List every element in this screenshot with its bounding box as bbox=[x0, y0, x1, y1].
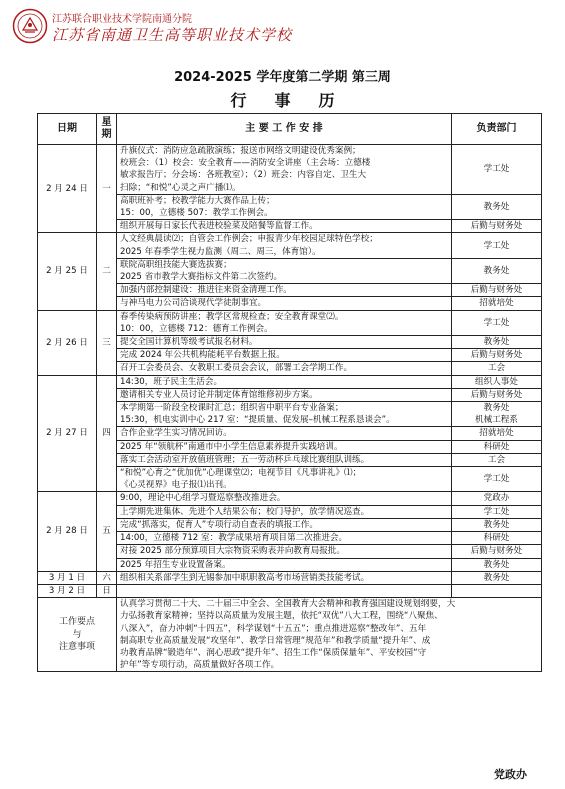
task-cell bbox=[117, 310, 452, 335]
date-cell: 2 月 26 日 bbox=[38, 310, 97, 375]
weekday-cell: 六 bbox=[97, 571, 117, 584]
task-line: 2025 年春季学生视力监测（周二、周三，体育馆）。 bbox=[120, 246, 321, 257]
task-line: 升旗仪式：消防应急疏散演练；报送市网络文明建设优秀案例； bbox=[120, 146, 361, 156]
task-cell bbox=[117, 297, 452, 310]
dept-name: 教务处 bbox=[483, 559, 510, 570]
notes-label bbox=[38, 598, 117, 672]
page-title: 2024-2025 学年度第二学期 第三周 bbox=[174, 70, 391, 85]
task-line: 对接 2025 部分预算项目大宗物资采购表并向教育局报批。 bbox=[120, 546, 345, 557]
task-line: 14:30，班子民主生活会。 bbox=[120, 376, 223, 387]
dept-name: 工会 bbox=[487, 363, 506, 374]
dept-name: 学工处 bbox=[483, 240, 510, 251]
task-line: 《心灵视界》电子报⑴出刊。 bbox=[120, 480, 232, 491]
dept-name: 后勤与财务处 bbox=[470, 285, 523, 296]
task-cell bbox=[117, 284, 452, 297]
org-name-line1: 江苏联合职业技术学院南通分院 bbox=[52, 14, 192, 25]
date-cell: 2 月 27 日 bbox=[38, 375, 97, 492]
dept-name: 组织人事处 bbox=[475, 376, 518, 387]
notes-label-line: 工作要点 bbox=[58, 617, 95, 628]
dept-cell bbox=[452, 427, 542, 440]
task-line: 联院高职组技能大赛选拔赛； bbox=[120, 259, 232, 270]
table-header-row bbox=[38, 114, 542, 145]
dept-cell bbox=[452, 518, 542, 531]
header-date: 日期 bbox=[38, 114, 97, 145]
weekday-cell: 三 bbox=[97, 310, 117, 375]
page-subtitle bbox=[0, 88, 565, 111]
notes-label-line: 注意事项 bbox=[58, 641, 95, 652]
dept-name: 教务处 bbox=[483, 403, 510, 414]
subtitle-char: 行 bbox=[230, 91, 247, 110]
signature: 党政办 bbox=[494, 768, 527, 781]
task-cell bbox=[117, 571, 452, 584]
table-row bbox=[38, 233, 542, 258]
notes-line: 护年”等专项行动，高质量做好各项工作。 bbox=[120, 660, 280, 671]
task-line: 15：00，立德楼 507：教学工作例会。 bbox=[120, 208, 273, 219]
task-line: 完成“抓落实，促育人”专项行动自查表的填报工作。 bbox=[120, 519, 318, 530]
weekday-cell: 五 bbox=[97, 492, 117, 571]
dept-name: 教务处 bbox=[483, 201, 510, 212]
task-line: 邀请相关专业人员讨论并制定体育馆维修初步方案。 bbox=[120, 389, 318, 400]
org-name-line2: 江苏省南通卫生高等职业技术学校 bbox=[52, 26, 293, 44]
dept-name: 党政办 bbox=[483, 493, 510, 504]
task-line: 校班会：（1）校会：安全教育——消防安全讲座（主会场：立德楼 bbox=[120, 158, 371, 169]
table-row bbox=[38, 571, 542, 584]
dept-cell bbox=[452, 453, 542, 466]
dept-name: 教务处 bbox=[483, 337, 510, 348]
task-cell bbox=[117, 545, 452, 558]
task-line: 提交全国计算机等级考试报名材料。 bbox=[120, 337, 258, 348]
task-cell bbox=[117, 505, 452, 518]
dept-cell bbox=[452, 440, 542, 453]
task-line: 春季传染病预防讲座；教学区常规检查；安全教育课堂⑵。 bbox=[120, 311, 344, 322]
dept-name: 招就培处 bbox=[479, 428, 514, 439]
schedule-body bbox=[38, 145, 542, 598]
task-line: 与神马电力公司洽谈现代学徒制事宜。 bbox=[120, 298, 267, 309]
dept-cell bbox=[452, 284, 542, 297]
task-cell bbox=[117, 584, 452, 597]
dept-name: 后勤与财务处 bbox=[470, 546, 523, 557]
task-cell bbox=[117, 194, 452, 219]
schedule-table bbox=[37, 113, 542, 672]
task-cell bbox=[117, 427, 452, 440]
task-cell bbox=[117, 402, 452, 427]
dept-cell bbox=[452, 558, 542, 571]
dept-name: 学工处 bbox=[483, 317, 510, 328]
subtitle-char: 事 bbox=[274, 91, 291, 110]
task-cell bbox=[117, 233, 452, 258]
task-cell bbox=[117, 375, 452, 388]
dept-cell bbox=[452, 297, 542, 310]
notes-row bbox=[38, 598, 542, 672]
task-cell bbox=[117, 362, 452, 375]
task-line: 10：00，立德楼 712：德育工作例会。 bbox=[120, 323, 273, 334]
notes-line: 力弘扬教育家精神；坚持以高质量为发展主题，依托“双优”八大工程，围绕“八聚焦、 bbox=[120, 611, 443, 622]
task-line: 上学期先进集体、先进个人结果公布；校门导护，放学情况巡查。 bbox=[120, 506, 370, 517]
task-cell bbox=[117, 145, 452, 195]
task-line: 2025 省市教学大赛指标文件第二次签约。 bbox=[120, 272, 283, 283]
dept-cell bbox=[452, 145, 542, 195]
dept-name: 招就培处 bbox=[479, 298, 514, 309]
task-cell bbox=[117, 220, 452, 233]
task-cell bbox=[117, 440, 452, 453]
dept-cell bbox=[452, 310, 542, 335]
school-seal-logo-icon bbox=[12, 8, 48, 44]
task-line: 9:00，理论中心组学习暨巡察整改推进会。 bbox=[120, 493, 286, 504]
dept-cell bbox=[452, 584, 542, 597]
task-cell bbox=[117, 336, 452, 349]
notes-line: 功教育品牌“锻造年”、润心思政“提升年”、招生工作“保质保量年”、平安校园“守 bbox=[120, 647, 427, 658]
weekday-cell: 一 bbox=[97, 145, 117, 233]
notes-line: 八深入”，奋力冲刺“十四五”，科学谋划“十五五”；重点推进巡察“整改年”、五年 bbox=[120, 623, 427, 634]
date-cell: 2 月 24 日 bbox=[38, 145, 97, 233]
header-dept: 负责部门 bbox=[452, 114, 542, 145]
dept-cell bbox=[452, 388, 542, 401]
task-cell bbox=[117, 467, 452, 492]
dept-name: 学工处 bbox=[483, 474, 510, 485]
dept-cell bbox=[452, 532, 542, 545]
notes-line: 制高职专业高质量发展“攻坚年”、教学日常管理“规范年”和教学质量“提升年”、成 bbox=[120, 635, 431, 646]
dept-name: 学工处 bbox=[483, 506, 510, 517]
task-line: 组织相关系部学生到无锡参加中职职教高考市场营销类技能考试。 bbox=[120, 572, 370, 583]
task-line: 高职班补考；校教学能力大赛作品上传； bbox=[120, 195, 275, 206]
dept-name: 教务处 bbox=[483, 265, 510, 276]
task-line: 扫除；“和悦”心灵之声广播⑴。 bbox=[120, 182, 241, 193]
date-cell: 2 月 28 日 bbox=[38, 492, 97, 571]
task-cell bbox=[117, 518, 452, 531]
dept-cell bbox=[452, 571, 542, 584]
dept-name: 科研处 bbox=[483, 533, 510, 544]
task-line: “和悦”心育之“优加优”心理课堂⑵；电视节目《凡事讲礼》⑴； bbox=[120, 468, 362, 479]
notes-line: 认真学习贯彻二十大、二十届三中全会、全国教育大会精神和教育强国建设规划纲要，大 bbox=[120, 599, 456, 610]
task-cell bbox=[117, 388, 452, 401]
dept-cell bbox=[452, 258, 542, 283]
task-line: 15:30，机电实训中心 217 室：“提质量、促发展–机械工程系恳谈会”。 bbox=[120, 415, 395, 426]
dept-name: 教务处 bbox=[483, 519, 510, 530]
dept-cell bbox=[452, 336, 542, 349]
dept-name: 后勤与财务处 bbox=[470, 389, 523, 400]
weekday-cell: 日 bbox=[97, 584, 117, 597]
dept-cell bbox=[452, 467, 542, 492]
dept-name: 后勤与财务处 bbox=[470, 350, 523, 361]
weekday-cell: 二 bbox=[97, 233, 117, 310]
table-row bbox=[38, 492, 542, 505]
date-cell: 3 月 2 日 bbox=[38, 584, 97, 597]
task-line: 14:00，立德楼 712 室：教学成果培育项目第二次推进会。 bbox=[120, 533, 348, 544]
dept-cell bbox=[452, 505, 542, 518]
task-cell bbox=[117, 558, 452, 571]
subtitle-char: 历 bbox=[318, 91, 335, 110]
notes-content bbox=[117, 598, 542, 672]
dept-cell bbox=[452, 492, 542, 505]
school-header bbox=[12, 8, 342, 48]
dept-cell bbox=[452, 375, 542, 388]
dept-cell bbox=[452, 402, 542, 427]
dept-name: 工会 bbox=[487, 454, 506, 465]
task-line: 组织开展每日家长代表进校验菜及陪餐等监督工作。 bbox=[120, 221, 318, 232]
task-line: 合作企业学生实习情况回访。 bbox=[120, 428, 232, 439]
task-line: 完成 2024 年公共机构能耗平台数据上报。 bbox=[120, 350, 285, 361]
table-row bbox=[38, 145, 542, 195]
header-weekday: 星期 bbox=[97, 114, 117, 145]
task-cell bbox=[117, 258, 452, 283]
notes-label-line: 与 bbox=[72, 629, 82, 640]
header-tasks: 主 要 工 作 安 排 bbox=[117, 114, 452, 145]
task-line: 人文经典晨读⑵；自管会工作例会；申报青少年校园足球特色学校； bbox=[120, 234, 378, 245]
task-line: 本学期第一阶段全校课时汇总；组织省中职平台专业备案； bbox=[120, 403, 344, 414]
dept-cell bbox=[452, 233, 542, 258]
table-row bbox=[38, 375, 542, 388]
dept-name: 教务处 bbox=[483, 572, 510, 583]
dept-cell bbox=[452, 220, 542, 233]
task-line: 2025 年招生专业设置备案。 bbox=[120, 559, 231, 570]
weekday-cell: 四 bbox=[97, 375, 117, 492]
dept-cell bbox=[452, 349, 542, 362]
task-cell bbox=[117, 532, 452, 545]
date-cell: 2 月 25 日 bbox=[38, 233, 97, 310]
task-line: 召开工会委员会、女教职工委员会会议，部署工会学期工作。 bbox=[120, 363, 353, 374]
dept-name: 学工处 bbox=[483, 164, 510, 175]
dept-name: 科研处 bbox=[483, 441, 510, 452]
dept-cell bbox=[452, 545, 542, 558]
task-cell bbox=[117, 492, 452, 505]
task-line: 敏求报告厅；分会场：各班教室）；（2）班会：内容自定、卫生大 bbox=[120, 170, 367, 181]
date-cell: 3 月 1 日 bbox=[38, 571, 97, 584]
dept-name: 后勤与财务处 bbox=[470, 221, 523, 232]
table-row bbox=[38, 310, 542, 335]
dept-cell bbox=[452, 362, 542, 375]
dept-cell bbox=[452, 194, 542, 219]
task-line: 加强内部控制建设：推进往来资金清理工作。 bbox=[120, 285, 292, 296]
task-line: 2025 年“领航杯”南通市中小学生信息素养提升实践培训。 bbox=[120, 441, 343, 452]
task-line bbox=[120, 585, 448, 597]
task-cell bbox=[117, 349, 452, 362]
table-row bbox=[38, 584, 542, 597]
dept-name: 机械工程系 bbox=[475, 415, 518, 426]
task-line: 落实工会活动室开放值班管理；五一劳动杯乒乓球比赛组队训练。 bbox=[120, 454, 370, 465]
task-cell bbox=[117, 453, 452, 466]
